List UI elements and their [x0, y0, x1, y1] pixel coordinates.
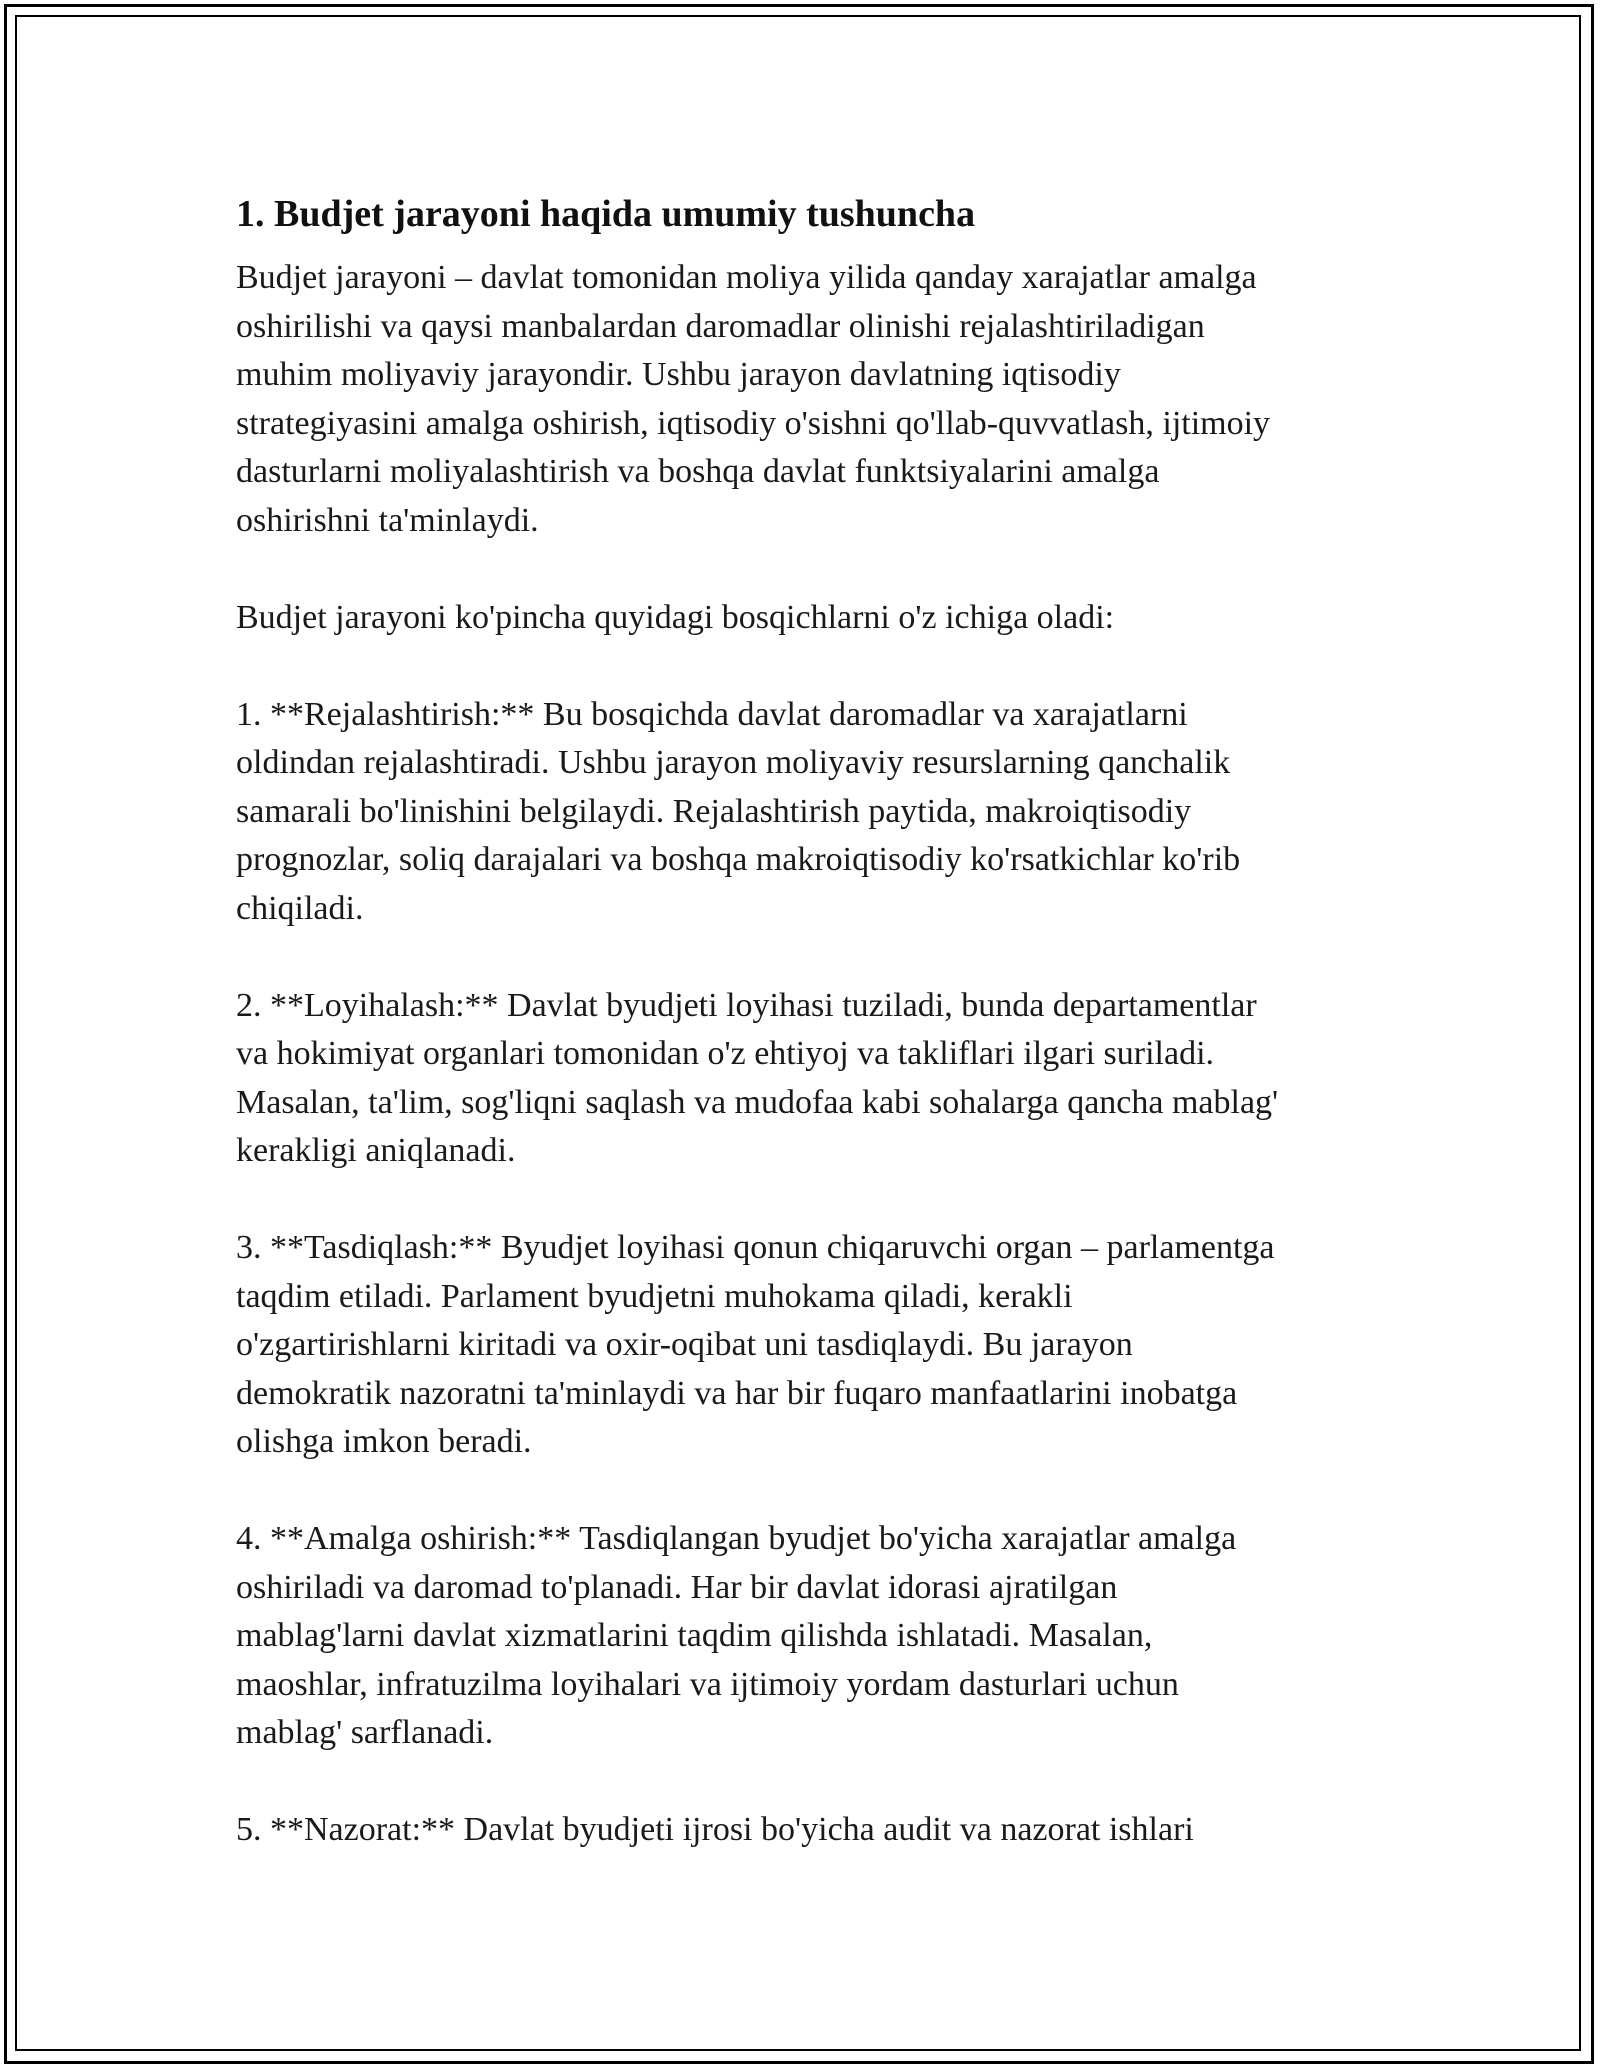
section-heading: 1. Budjet jarayoni haqida umumiy tushuncha	[236, 193, 976, 235]
paragraph-stage-drafting: 2. **Loyihalash:** Davlat byudjeti loyihasi tuziladi, bunda departamentlar va hokimiyat organlari tomonidan o'z ehtiyoj va takliflari ilgari suriladi. Masalan, ta'lim, sog'liqni saqlash va mudofaa kabi sohalarga qancha mablag' kerakligi aniqlanadi.	[236, 986, 1279, 1169]
paragraph-stage-control: 5. **Nazorat:** Davlat byudjeti ijrosi bo'yicha audit va nazorat ishlari	[236, 1811, 1194, 1848]
paragraph-stage-planning: 1. **Rejalashtirish:** Bu bosqichda davlat daromadlar va xarajatlarni oldindan rejalashtiradi. Ushbu jarayon moliyaviy resurslarning qanchalik samarali bo'linishini belgilaydi. Rejalashtirish paytida, makroiqtisodiy prognozlar, soliq darajalari va boshqa makroiqtisodiy ko'rsatkichlar ko'rib chiqiladi.	[236, 695, 1241, 927]
paragraph-stages-intro: Budjet jarayoni ko'pincha quyidagi bosqichlarni o'z ichiga oladi:	[236, 598, 1115, 636]
paragraph-intro: Budjet jarayoni – davlat tomonidan moliya yilida qanday xarajatlar amalga oshirilishi va qaysi manbalardan daromadlar olinishi rejalashtiriladigan muhim moliyaviy jarayondir. Ushbu jarayon davlatning iqtisodiy strategiyasini amalga oshirish, iqtisodiy o'sishni qo'llab-quvvatlash, ijtimoiy dasturlarni moliyalashtirish va boshqa davlat funktsiyalarini amalga oshirishni ta'minlaydi.	[236, 259, 1271, 539]
paragraph-stage-implementation: 4. **Amalga oshirish:** Tasdiqlangan byudjet bo'yicha xarajatlar amalga oshiriladi va daromad to'planadi. Har bir davlat idorasi ajratilgan mablag'larni davlat xizmatlarini taqdim qilishda ishlatadi. Masalan, maoshlar, infratuzilma loyihalari va ijtimoiy yordam dasturlari uchun mablag' sarflanadi.	[236, 1520, 1237, 1751]
document-body	[236, 188, 1376, 1903]
paragraph-stage-approval: 3. **Tasdiqlash:** Byudjet loyihasi qonun chiqaruvchi organ – parlamentga taqdim etiladi. Parlament byudjetni muhokama qiladi, kerakli o'zgartirishlarni kiritadi va oxir-oqibat uni tasdiqlaydi. Bu jarayon demokratik nazoratni ta'minlaydi va har bir fuqaro manfaatlarini inobatga olishga imkon beradi.	[236, 1229, 1275, 1460]
